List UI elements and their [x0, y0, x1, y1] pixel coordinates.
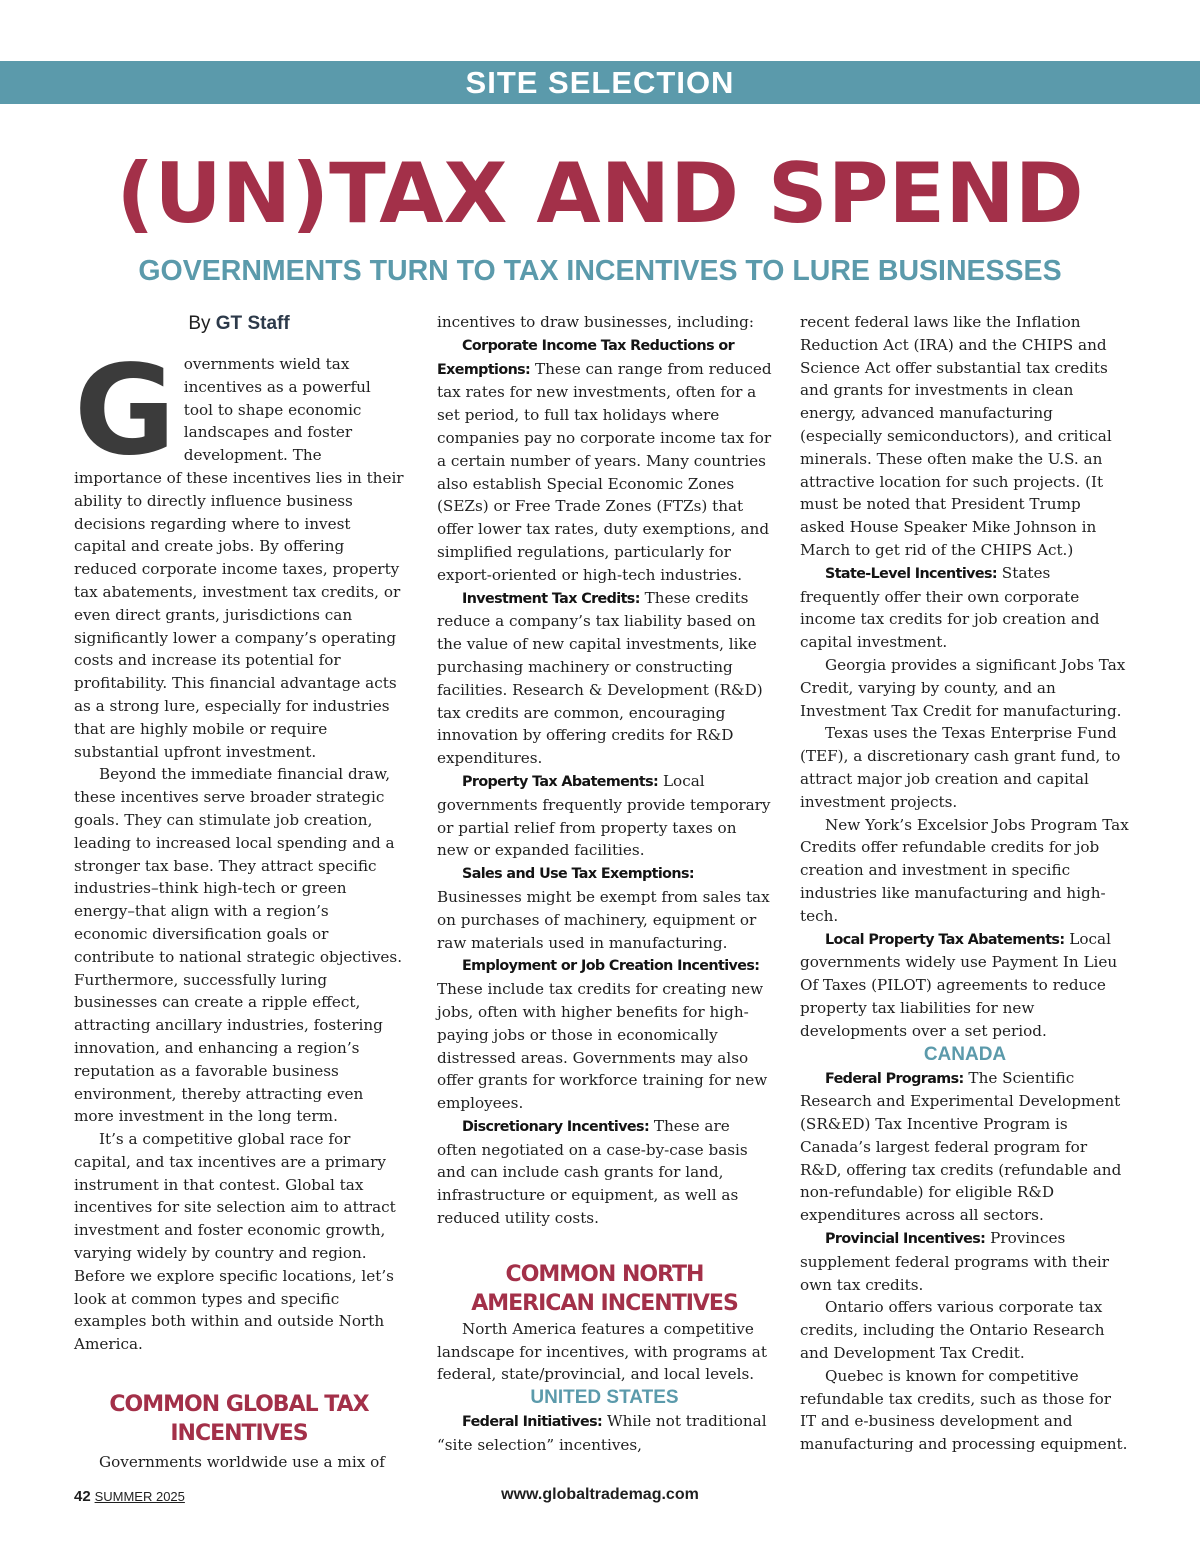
paragraph: Texas uses the Texas Enterprise Fund (TEF), a discretionary cash grant fund, to attract major job creation and capital investment projects.	[800, 724, 1121, 811]
item-lead: Discretionary Incentives:	[462, 1118, 650, 1135]
byline-author: GT Staff	[215, 313, 290, 334]
section-heading-north-america: COMMON NORTH AMERICAN INCENTIVES	[471, 1261, 738, 1316]
incentive-item	[437, 770, 772, 862]
section-banner: SITE SELECTION	[0, 61, 1200, 104]
paragraph	[800, 1227, 1130, 1296]
item-text: These include tax credits for creating new jobs, often with higher benefits for high-paying jobs or those in economically distressed areas. Governments may also offer grants for workforce training for new employees.	[437, 980, 768, 1113]
paragraph	[800, 1067, 1130, 1228]
item-text: Local governments frequently provide temporary or partial relief from property taxes on new or expanded facilities.	[437, 771, 771, 860]
paragraph: North America features a competitive landscape for incentives, with programs at federal, state/provincial, and local levels.	[437, 1319, 767, 1384]
drop-cap: G	[74, 339, 176, 483]
paragraph: Georgia provides a significant Jobs Tax Credit, varying by county, and an Investment Tax Credit for manufacturing.	[800, 655, 1126, 720]
item-lead: Sales and Use Tax Exemptions:	[462, 866, 694, 883]
subheading-united-states: UNITED STATES	[530, 1387, 679, 1409]
item-text: Local governments widely use Payment In Lieu Of Taxes (PILOT) agreements to reduce property tax liabilities for new developments over a set period.	[800, 929, 1118, 1040]
paragraph	[800, 562, 1130, 654]
item-lead: Employment or Job Creation Incentives:	[462, 958, 760, 975]
column-2	[437, 311, 772, 1457]
paragraph: Beyond the immediate financial draw, these incentives serve broader strategic goals. They can stimulate job creation, leading to increased local spending and a stronger tax base. They attract specific industries–think high-tech or green energy–that align with a region’s economic diversification goals or contribute to national strategic objectives. Furthermore, successfully luring businesses can create a ripple effect, attracting ancillary industries, fostering innovation, and enhancing a region’s reputation as a favorable business environment, thereby attracting even more investment in the long term.	[74, 765, 403, 1126]
intro-paragraph	[74, 339, 404, 763]
item-lead: Provincial Incentives:	[825, 1231, 986, 1248]
item-text: These are often negotiated on a case-by-case basis and can include cash grants for land, infrastructure or equipment, as well as reduced utility costs.	[437, 1116, 748, 1228]
item-lead: Corporate Income Tax Reductions or Exemptions:	[437, 337, 735, 378]
item-text: States frequently offer their own corporate income tax credits for job creation and capital investment.	[800, 563, 1100, 652]
incentive-item	[437, 862, 772, 954]
item-text: Provinces supplement federal programs with their own tax credits.	[800, 1229, 1110, 1294]
item-lead: Local Property Tax Abatements:	[825, 931, 1065, 948]
issue-label: SUMMER 2025	[94, 1489, 185, 1504]
paragraph	[800, 928, 1130, 1043]
incentive-item	[437, 954, 772, 1115]
page-number: 42	[74, 1488, 91, 1505]
section-heading-global: COMMON GLOBAL TAX INCENTIVES	[109, 1392, 369, 1447]
incentive-item	[437, 587, 772, 770]
column-1	[74, 311, 404, 1474]
byline	[74, 311, 404, 337]
item-text: These credits reduce a company’s tax liability based on the value of new capital investments, like purchasing machinery or constructing facilities. Research & Development (R&D) tax credits are common, encouraging innovation by offering credits for R&D expenditures.	[437, 588, 763, 768]
footer-url-link[interactable]: www.globaltrademag.com	[501, 1486, 699, 1503]
item-lead: Federal Programs:	[825, 1070, 964, 1087]
item-lead: Property Tax Abatements:	[462, 773, 659, 790]
intro-text: overnments wield tax incentives as a powerful tool to shape economic landscapes and foster development. The importance of these incentives lies in their ability to directly influence business decisions regarding where to invest capital and create jobs. By offering reduced corporate income taxes, property tax abatements, investment tax credits, or even direct grants, jurisdictions can significantly lower a company’s operating costs and increase its potential for profitability. This financial advantage acts as a strong lure, especially for industries that are highly mobile or require substantial upfront investment.	[74, 355, 404, 761]
article-subtitle: GOVERNMENTS TURN TO TAX INCENTIVES TO LURE BUSINESSES	[138, 255, 1062, 287]
incentive-item	[437, 334, 772, 587]
item-text: The Scientific Research and Experimental Development (SR&ED) Tax Incentive Program is Canada’s largest federal program for R&D, offering tax credits (refundable and non-refundable) for eligible R&D expenditures across all sectors.	[800, 1068, 1122, 1225]
paragraph: Ontario offers various corporate tax credits, including the Ontario Research and Development Tax Credit.	[800, 1298, 1105, 1363]
paragraph: Quebec is known for competitive refundable tax credits, such as those for IT and e-business development and manufacturing and processing equipment.	[800, 1366, 1128, 1454]
incentive-item	[437, 1115, 772, 1230]
item-lead: Investment Tax Credits:	[462, 590, 640, 607]
byline-prefix: By	[188, 313, 211, 334]
paragraph	[437, 1410, 772, 1457]
item-lead: Federal Initiatives:	[462, 1414, 603, 1431]
paragraph: New York’s Excelsior Jobs Program Tax Credits offer refundable credits for job creation and investment in specific industries like manufacturing and high-tech.	[800, 815, 1129, 925]
subheading-canada: CANADA	[923, 1043, 1007, 1065]
article-title: (UN)TAX AND SPEND	[116, 145, 1084, 242]
paragraph: Governments worldwide use a mix of	[99, 1453, 385, 1472]
column-3	[800, 311, 1130, 1456]
item-text: Businesses might be exempt from sales tax on purchases of machinery, equipment or raw materials used in manufacturing.	[437, 887, 770, 952]
item-text: These can range from reduced tax rates for new investments, often for a set period, to full tax holidays where companies pay no corporate income tax for a certain number of years. Many countries also establish Special Economic Zones (SEZs) or Free Trade Zones (FTZs) that offer lower tax rates, duty exemptions, and simplified regulations, particularly for export-oriented or high-tech industries.	[437, 359, 772, 584]
paragraph: It’s a competitive global race for capital, and tax incentives are a primary instrument in that contest. Global tax incentives for site selection aim to attract investment and foster economic growth, varying widely by country and region. Before we explore specific locations, let’s look at common types and specific examples both within and outside North America.	[74, 1130, 396, 1354]
paragraph: incentives to draw businesses, including:	[437, 313, 754, 331]
item-lead: State-Level Incentives:	[825, 565, 997, 582]
item-text: While not traditional “site selection” incentives,	[437, 1412, 767, 1455]
paragraph: recent federal laws like the Inflation Reduction Act (IRA) and the CHIPS and Science Act offer substantial tax credits and grants for investments in clean energy, advanced manufacturing (especially semiconductors), and critical minerals. These often make the U.S. an attractive location for such projects. (It must be noted that President Trump asked House Speaker Mike Johnson in March to get rid of the CHIPS Act.)	[800, 313, 1112, 559]
